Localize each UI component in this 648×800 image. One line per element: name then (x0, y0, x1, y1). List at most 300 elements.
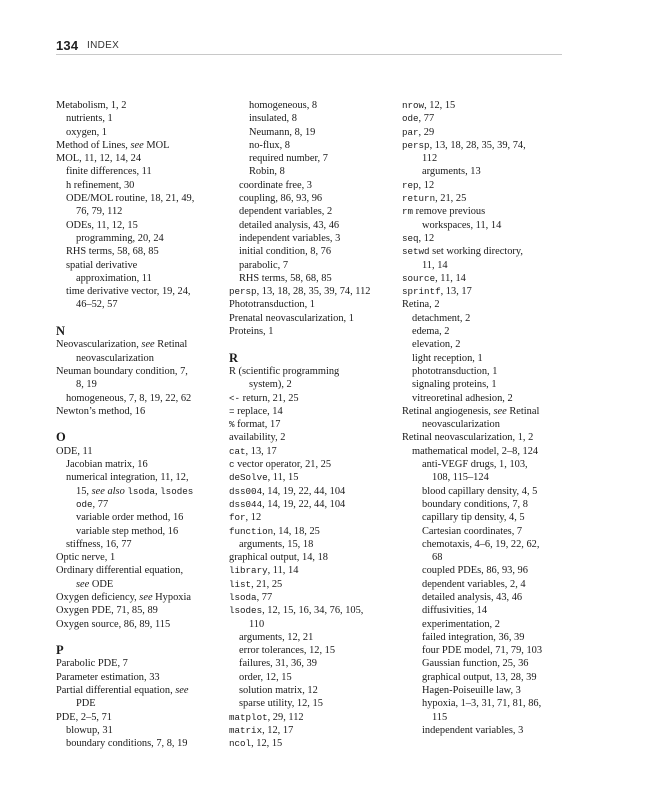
index-entry-line (402, 604, 577, 617)
index-text: Gaussian function, 25, 36 (422, 658, 529, 670)
index-text: , 14, 18, 25 (273, 525, 320, 537)
index-text: Prenatal neovascularization, 1 (229, 312, 354, 324)
index-text: graphical output, 13, 28, 39 (422, 671, 537, 683)
index-entry-line (56, 445, 231, 458)
index-text: experimentation, 2 (422, 618, 500, 630)
index-entry-line (56, 179, 231, 192)
code-term: dss004 (229, 485, 263, 497)
index-entry-line (229, 511, 404, 524)
index-text: Method of Lines, (56, 139, 131, 151)
index-text: h refinement, 30 (66, 179, 135, 191)
index-text: finite differences, 11 (66, 166, 152, 178)
index-text: variable order method, 16 (76, 512, 184, 524)
index-text: 108, 115–124 (432, 472, 489, 484)
code-term: source (402, 272, 436, 284)
index-entry-line (402, 338, 577, 351)
index-text: diffusivities, 14 (422, 605, 488, 617)
index-entry-line (402, 405, 577, 418)
index-text: stiffness, 16, 77 (66, 538, 132, 550)
index-entry-line (229, 219, 404, 232)
index-entry-line (56, 338, 231, 351)
index-text: , 21, 25 (251, 578, 283, 590)
section-spacer (229, 338, 404, 351)
index-entry-line (402, 165, 577, 178)
index-text: Hagen-Poiseuille law, 3 (422, 685, 521, 697)
index-entry-line (402, 578, 577, 591)
cross-reference: see also (91, 485, 125, 497)
index-text: Hypoxia (152, 591, 191, 603)
index-entry-line (402, 152, 577, 165)
cross-reference: see (130, 139, 144, 151)
index-text: , 77 (418, 113, 435, 125)
index-entry-line (229, 657, 404, 670)
index-letter-heading (229, 352, 404, 365)
index-text: homogeneous, 7, 8, 19, 22, 62 (66, 392, 192, 404)
index-text: boundary conditions, 7, 8, 19 (66, 738, 188, 750)
index-text: system), 2 (249, 379, 292, 391)
index-text: Parabolic PDE, 7 (56, 658, 128, 670)
code-term: return (402, 193, 436, 205)
index-entry-line (402, 139, 577, 152)
index-entry-line (229, 485, 404, 498)
index-text: ODEs, 11, 12, 15 (66, 219, 138, 231)
code-term: list (229, 578, 252, 590)
index-text: failures, 31, 36, 39 (239, 658, 317, 670)
code-term: = (229, 405, 235, 417)
index-text: Optic nerve, 1 (56, 552, 116, 564)
index-text: graphical output, 14, 18 (229, 552, 328, 564)
index-text: dependent variables, 2 (239, 206, 333, 218)
index-text: PDE, 2–5, 71 (56, 711, 112, 723)
index-entry-line (56, 471, 231, 484)
index-text: Oxygen source, 86, 89, 115 (56, 618, 171, 630)
code-term: ode (76, 498, 93, 510)
index-text: R (229, 350, 239, 365)
index-text: programming, 20, 24 (76, 232, 164, 244)
code-term: sprintf (402, 286, 441, 298)
index-text: capillary tip density, 4, 5 (422, 512, 525, 524)
index-text: Partial differential equation, (56, 685, 176, 697)
code-term: deSolve (229, 472, 268, 484)
code-term: matplot (229, 711, 268, 723)
index-entry-line (402, 392, 577, 405)
index-entry-line (229, 458, 404, 471)
index-entry-line (402, 591, 577, 604)
index-text: Robin, 8 (249, 166, 285, 178)
index-text: vitreoretinal adhesion, 2 (412, 392, 513, 404)
index-text: O (56, 430, 66, 445)
index-entry-line (56, 538, 231, 551)
index-entry-line (402, 657, 577, 670)
index-entry-line (56, 578, 231, 591)
index-text: 46–52, 57 (76, 299, 118, 311)
index-entry-line (402, 525, 577, 538)
index-text: dependent variables, 2, 4 (422, 578, 526, 590)
index-entry-line (56, 458, 231, 471)
index-entry-line (402, 112, 577, 125)
index-text: , 13, 17 (440, 286, 472, 298)
index-text: Oxygen PDE, 71, 85, 89 (56, 605, 158, 617)
index-text: Newton’s method, 16 (56, 405, 146, 417)
index-letter-heading (56, 644, 231, 657)
code-term: function (229, 525, 274, 537)
index-text: , (154, 485, 161, 497)
index-text: 15, (76, 485, 92, 497)
code-term: library (229, 565, 268, 577)
index-entry-line (56, 684, 231, 697)
index-entry-line (229, 126, 404, 139)
index-text: required number, 7 (249, 153, 328, 165)
index-entry-line (229, 312, 404, 325)
index-entry-line (229, 724, 404, 737)
index-entry-line (56, 604, 231, 617)
index-text: signaling proteins, 1 (412, 379, 497, 391)
index-entry-line (56, 99, 231, 112)
index-text: Retinal (506, 405, 540, 417)
index-entry-line (56, 511, 231, 524)
index-entry-line (229, 139, 404, 152)
index-text: Retinal (154, 339, 188, 351)
index-entry-line (229, 99, 404, 112)
index-entry-line (229, 285, 404, 298)
page-number: 134 (56, 38, 79, 53)
index-text: return, 21, 25 (240, 392, 299, 404)
index-text: , 29, 112 (267, 711, 304, 723)
index-entry-line (229, 418, 404, 431)
index-text: initial condition, 8, 76 (239, 246, 332, 258)
index-entry-line (229, 538, 404, 551)
cross-reference: see (493, 405, 507, 417)
index-entry-line (402, 418, 577, 431)
code-term: persp (229, 286, 257, 298)
index-entry-line (402, 631, 577, 644)
code-term: setwd (402, 246, 430, 258)
index-entry-line (229, 591, 404, 604)
index-entry-line (229, 618, 404, 631)
index-text: edema, 2 (412, 326, 450, 338)
index-text: remove previous (413, 206, 486, 218)
index-entry-line (402, 724, 577, 737)
index-text: vector operator, 21, 25 (234, 459, 332, 471)
index-text: Phototransduction, 1 (229, 299, 316, 311)
index-text: , 12, 17 (262, 724, 294, 736)
index-text: phototransduction, 1 (412, 365, 498, 377)
index-text: independent variables, 3 (422, 724, 524, 736)
index-letter-heading (56, 325, 231, 338)
index-text: anti-VEGF drugs, 1, 103, (422, 459, 528, 471)
index-entry-line (402, 205, 577, 218)
index-text: solution matrix, 12 (239, 685, 318, 697)
index-text: , 21, 25 (435, 193, 467, 205)
code-term: lsodes (160, 485, 194, 497)
index-entry-line (229, 179, 404, 192)
index-text: parabolic, 7 (239, 259, 289, 271)
index-text: format, 17 (234, 419, 281, 431)
index-entry-line (229, 631, 404, 644)
index-entry-line (56, 737, 231, 750)
index-text: set working directory, (429, 246, 523, 258)
index-text: Proteins, 1 (229, 326, 274, 338)
index-text: , 11, 14 (267, 565, 299, 577)
index-text: spatial derivative (66, 259, 138, 271)
index-entry-line (402, 697, 577, 710)
index-entry-line (402, 126, 577, 139)
index-entry-line (56, 405, 231, 418)
index-entry-line (402, 192, 577, 205)
index-text: 8, 19 (76, 379, 97, 391)
index-text: detailed analysis, 43, 46 (422, 591, 523, 603)
code-term: par (402, 126, 419, 138)
index-entry-line (229, 711, 404, 724)
index-entry-line (402, 671, 577, 684)
index-entry-line (229, 245, 404, 258)
code-term: persp (402, 139, 430, 151)
index-text: , 12, 15 (251, 738, 283, 750)
index-text: sparse utility, 12, 15 (239, 698, 323, 710)
index-entry-line (402, 352, 577, 365)
index-entry-line (402, 245, 577, 258)
code-term: rep (402, 179, 419, 191)
index-text: neovascularization (422, 419, 500, 431)
code-term: % (229, 419, 235, 431)
index-text: , 77 (256, 591, 273, 603)
index-text: RHS terms, 58, 68, 85 (66, 246, 159, 258)
index-entry-line (229, 365, 404, 378)
index-text: , 14, 19, 22, 44, 104 (262, 485, 346, 497)
index-entry-line (229, 205, 404, 218)
index-entry-line (229, 152, 404, 165)
index-entry-line (229, 325, 404, 338)
index-entry-line (56, 498, 231, 511)
index-entry-line (229, 697, 404, 710)
code-term: dss044 (229, 498, 263, 510)
index-letter-heading (56, 431, 231, 444)
index-entry-line (402, 485, 577, 498)
section-spacer (56, 631, 231, 644)
index-text: Oxygen deficiency, (56, 591, 140, 603)
index-entry-line (229, 378, 404, 391)
index-text: blood capillary density, 4, 5 (422, 485, 538, 497)
index-entry-line (402, 312, 577, 325)
index-entry-line (402, 458, 577, 471)
index-text: MOL (143, 139, 170, 151)
index-entry-line (56, 671, 231, 684)
index-text: RHS terms, 58, 68, 85 (239, 272, 332, 284)
cross-reference: see (141, 339, 155, 351)
index-entry-line (56, 618, 231, 631)
index-entry-line (56, 165, 231, 178)
index-text: Retinal angiogenesis, (402, 405, 494, 417)
index-entry-line (56, 152, 231, 165)
index-entry-line (402, 272, 577, 285)
index-text: error tolerances, 12, 15 (239, 645, 336, 657)
index-text: four PDE model, 71, 79, 103 (422, 645, 543, 657)
index-text: blowup, 31 (66, 724, 113, 736)
index-text: , 12 (418, 179, 435, 191)
index-text: R (scientific programming (229, 365, 340, 377)
index-entry-line (56, 724, 231, 737)
index-text: failed integration, 36, 39 (422, 631, 525, 643)
index-entry-line (229, 298, 404, 311)
index-entry-line (402, 365, 577, 378)
cross-reference: see (76, 578, 90, 590)
index-entry-line (402, 471, 577, 484)
index-entry-line (402, 498, 577, 511)
index-text: availability, 2 (229, 432, 286, 444)
index-entry-line (229, 232, 404, 245)
index-entry-line (229, 684, 404, 697)
index-text: , 77 (92, 498, 109, 510)
index-entry-line (56, 591, 231, 604)
index-text: , 13, 18, 28, 35, 39, 74, 112 (256, 286, 371, 298)
index-text: order, 12, 15 (239, 671, 292, 683)
index-entry-line (402, 445, 577, 458)
index-entry-line (56, 112, 231, 125)
code-term: rm (402, 206, 414, 218)
index-text: arguments, 13 (422, 166, 481, 178)
page-header (56, 38, 562, 55)
index-entry-line (402, 618, 577, 631)
index-text: , 12 (245, 512, 262, 524)
index-text: replace, 14 (234, 405, 283, 417)
index-text: , 29 (418, 126, 435, 138)
index-entry-line (402, 232, 577, 245)
index-entry-line (402, 378, 577, 391)
index-entry-line (229, 551, 404, 564)
index-text: chemotaxis, 4–6, 19, 22, 62, (422, 538, 540, 550)
index-text: ODE, 11 (56, 445, 93, 457)
index-entry-line (56, 697, 231, 710)
index-entry-line (56, 272, 231, 285)
index-text: boundary conditions, 7, 8 (422, 498, 528, 510)
index-entry-line (56, 564, 231, 577)
index-entry-line (56, 378, 231, 391)
index-text: detailed analysis, 43, 46 (239, 219, 340, 231)
index-entry-line (402, 564, 577, 577)
index-entry-line (229, 405, 404, 418)
index-column-3 (402, 99, 577, 737)
index-entry-line (56, 139, 231, 152)
index-text: 76, 79, 112 (76, 206, 123, 218)
index-entry-line (56, 711, 231, 724)
index-text: , 12 (418, 232, 435, 244)
index-entry-line (229, 737, 404, 750)
index-entry-line (56, 298, 231, 311)
index-text: 68 (432, 552, 443, 564)
index-entry-line (402, 711, 577, 724)
index-entry-line (229, 498, 404, 511)
index-entry-line (56, 285, 231, 298)
index-text: Retina, 2 (402, 299, 440, 311)
code-term: lsodes (229, 605, 263, 617)
index-text: ODE/MOL routine, 18, 21, 49, (66, 193, 195, 205)
cross-reference: see (175, 685, 189, 697)
section-spacer (56, 312, 231, 325)
code-term: seq (402, 232, 419, 244)
section-spacer (56, 418, 231, 431)
index-entry-line (56, 259, 231, 272)
index-text: 110 (249, 618, 265, 630)
index-text: neovascularization (76, 352, 154, 364)
index-column-1 (56, 99, 231, 751)
index-entry-line (402, 431, 577, 444)
index-entry-line (402, 644, 577, 657)
index-entry-line (402, 259, 577, 272)
index-text: 11, 14 (422, 259, 448, 271)
code-term: for (229, 512, 246, 524)
index-text: 112 (422, 153, 438, 165)
index-entry-line (56, 245, 231, 258)
code-term: ode (402, 113, 419, 125)
index-text: ODE (89, 578, 114, 590)
code-term: lsoda (229, 591, 257, 603)
index-entry-line (402, 285, 577, 298)
index-text: Parameter estimation, 33 (56, 671, 160, 683)
index-text: Metabolism, 1, 2 (56, 100, 127, 111)
index-text: homogeneous, 8 (249, 100, 318, 111)
index-entry-line (402, 538, 577, 551)
index-entry-line (56, 392, 231, 405)
index-entry-line (229, 564, 404, 577)
index-text: Neovascularization, (56, 339, 142, 351)
index-entry-line (229, 165, 404, 178)
index-text: arguments, 15, 18 (239, 538, 314, 550)
index-text: , 11, 15 (267, 472, 299, 484)
index-entry-line (229, 671, 404, 684)
index-text: no-flux, 8 (249, 139, 290, 151)
code-term: ncol (229, 738, 252, 750)
index-entry-line (229, 259, 404, 272)
index-entry-line (402, 511, 577, 524)
index-entry-line (229, 445, 404, 458)
code-term: matrix (229, 724, 263, 736)
index-text: light reception, 1 (412, 352, 483, 364)
index-column-2 (229, 99, 404, 751)
index-entry-line (56, 525, 231, 538)
index-text: Jacobian matrix, 16 (66, 459, 148, 471)
index-text: Cartesian coordinates, 7 (422, 525, 523, 537)
index-entry-line (229, 431, 404, 444)
index-text: , 13, 17 (245, 445, 277, 457)
index-text: nutrients, 1 (66, 113, 113, 125)
index-entry-line (56, 126, 231, 139)
code-term: lsoda (127, 485, 155, 497)
index-text: variable step method, 16 (76, 525, 179, 537)
index-entry-line (402, 219, 577, 232)
index-entry-line (402, 179, 577, 192)
index-entry-line (56, 551, 231, 564)
index-entry-line (56, 657, 231, 670)
index-text: 115 (432, 711, 448, 723)
index-text: coupling, 86, 93, 96 (239, 193, 323, 205)
code-term: <- (229, 392, 241, 404)
index-text: elevation, 2 (412, 339, 461, 351)
index-text: Neumann, 8, 19 (249, 126, 316, 138)
index-text: N (56, 324, 66, 339)
index-text: , 14, 19, 22, 44, 104 (262, 498, 346, 510)
index-text: time derivative vector, 19, 24, (66, 286, 191, 298)
index-entry-line (229, 392, 404, 405)
index-entry-line (229, 272, 404, 285)
index-text: detachment, 2 (412, 312, 471, 324)
index-entry-line (229, 112, 404, 125)
cross-reference: see (139, 591, 153, 603)
index-text: numerical integration, 11, 12, (66, 472, 189, 484)
index-entry-line (229, 471, 404, 484)
index-entry-line (402, 99, 577, 112)
index-text: Retinal neovascularization, 1, 2 (402, 432, 534, 444)
index-entry-line (402, 298, 577, 311)
